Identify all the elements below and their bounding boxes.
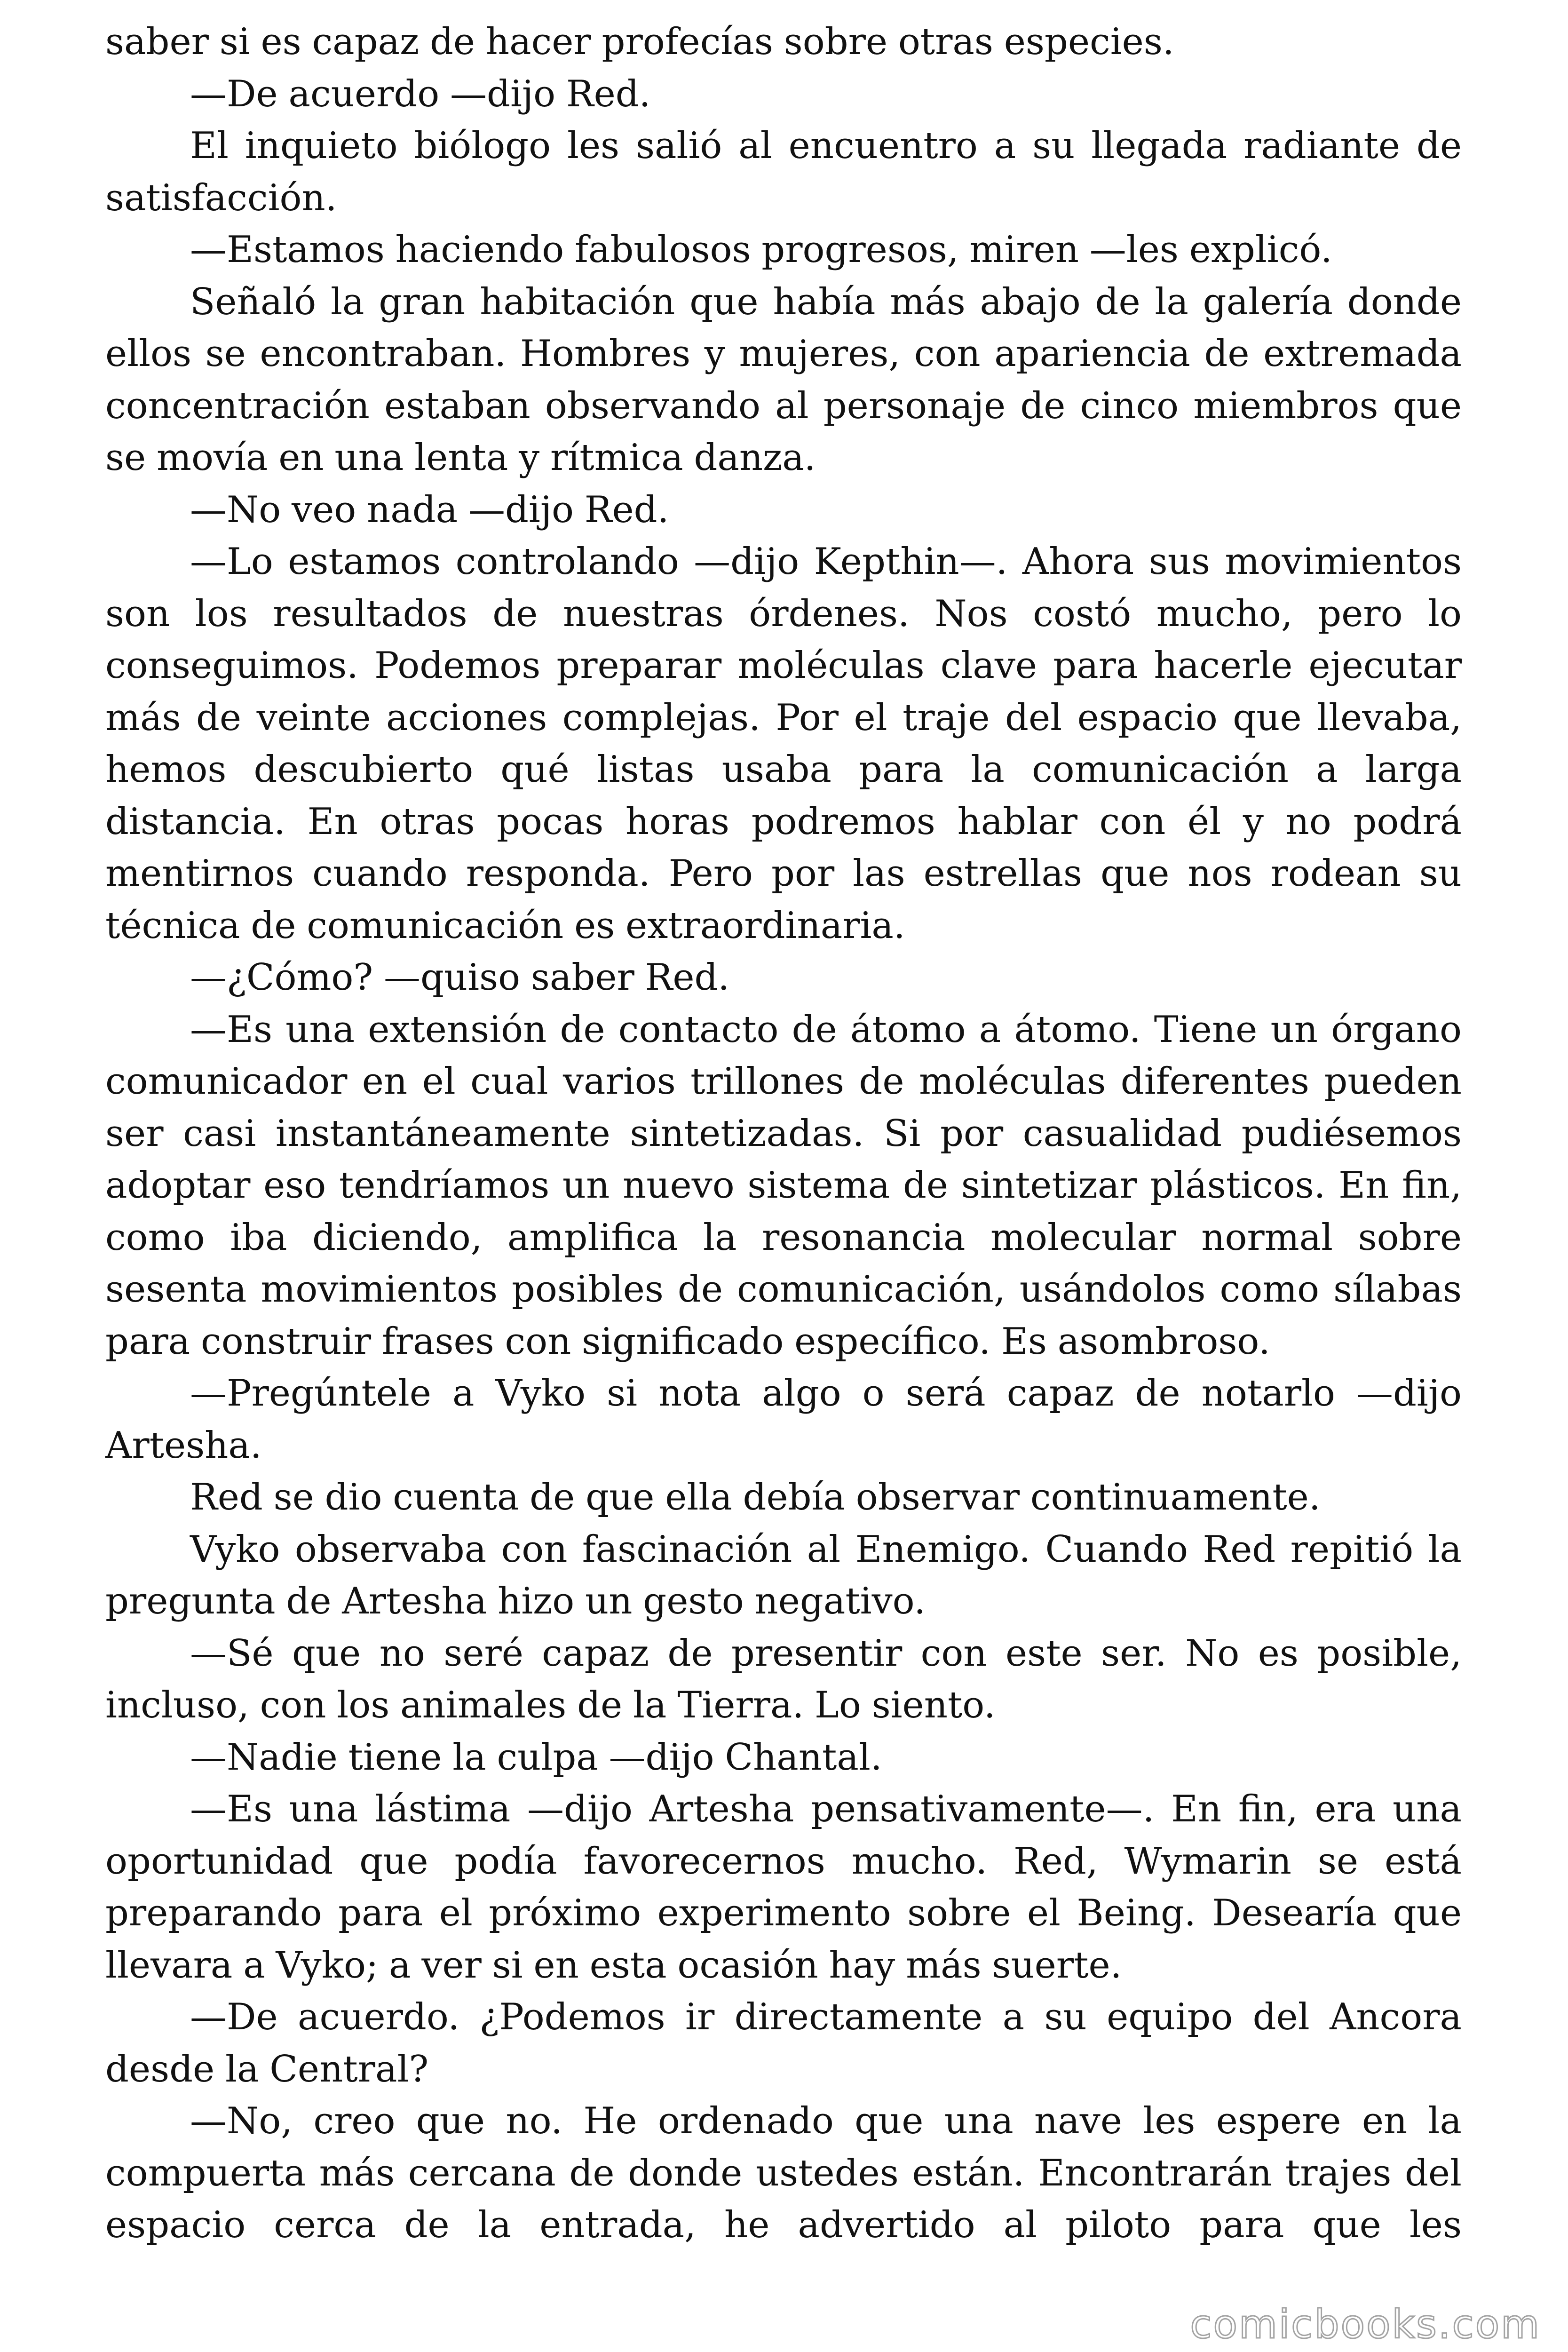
body-text bbox=[105, 16, 1462, 2251]
paragraph-11: Red se dio cuenta de que ella debía observar continuamente. bbox=[190, 1476, 1321, 1518]
paragraph-15: —Es una lástima —dijo Artesha pensativamente—. En fin, era una oportunidad que podía favorecernos mucho. Red, Wymarin se está preparando para el próximo experimento sobre el Being. Desearía que llevara a Vyko; a ver si en esta ocasión hay más suerte. bbox=[105, 1788, 1462, 1986]
paragraph-6: —No veo nada —dijo Red. bbox=[190, 488, 669, 531]
paragraph-1: saber si es capaz de hacer profecías sobre otras especies. bbox=[105, 21, 1174, 63]
paragraph-17: —No, creo que no. He ordenado que una nave les espere en la compuerta más cercana de donde ustedes están. Encontrarán trajes del espacio cerca de la entrada, he advertido al piloto para que les bbox=[105, 2100, 1462, 2246]
paragraph-12: Vyko observaba con fascinación al Enemigo. Cuando Red repitió la pregunta de Artesha hizo un gesto negativo. bbox=[105, 1528, 1462, 1622]
paragraph-4: —Estamos haciendo fabulosos progresos, miren —les explicó. bbox=[190, 229, 1332, 271]
paragraph-14: —Nadie tiene la culpa —dijo Chantal. bbox=[190, 1736, 882, 1779]
watermark-text: comicbooks.com bbox=[1190, 2301, 1541, 2347]
paragraph-16: —De acuerdo. ¿Podemos ir directamente a su equipo del Ancora desde la Central? bbox=[105, 1996, 1462, 2090]
paragraph-8: —¿Cómo? —quiso saber Red. bbox=[190, 956, 730, 999]
paragraph-9: —Es una extensión de contacto de átomo a átomo. Tiene un órgano comunicador en el cual varios trillones de moléculas diferentes pueden ser casi instantáneamente sintetizadas. Si por casualidad pudiésemos adoptar eso tendríamos un nuevo sistema de sintetizar plásticos. En fin, como iba diciendo, amplifica la resonancia molecular normal sobre sesenta movimientos posibles de comunicación, usándolos como sílabas para construir frases con significado específico. Es asombroso. bbox=[105, 1008, 1462, 1363]
paragraph-10: —Pregúntele a Vyko si nota algo o será capaz de notarlo —dijo Artesha. bbox=[105, 1372, 1462, 1467]
paragraph-13: —Sé que no seré capaz de presentir con este ser. No es posible, incluso, con los animales de la Tierra. Lo siento. bbox=[105, 1632, 1462, 1726]
paragraph-2: —De acuerdo —dijo Red. bbox=[190, 72, 651, 115]
paragraph-7: —Lo estamos controlando —dijo Kepthin—. Ahora sus movimientos son los resultados de nuestras órdenes. Nos costó mucho, pero lo conseguimos. Podemos preparar moléculas clave para hacerle ejecutar más de veinte acciones complejas. Por el traje del espacio que llevaba, hemos descubierto qué listas usaba para la comunicación a larga distancia. En otras pocas horas podremos hablar con él y no podrá mentirnos cuando responda. Pero por las estrellas que nos rodean su técnica de comunicación es extraordinaria. bbox=[105, 540, 1462, 947]
paragraph-3: El inquieto biólogo les salió al encuentro a su llegada radiante de satisfacción. bbox=[105, 125, 1462, 219]
paragraph-5: Señaló la gran habitación que había más abajo de la galería donde ellos se encontraban. Hombres y mujeres, con apariencia de extremada concentración estaban observando al personaje de cinco miembros que se movía en una lenta y rítmica danza. bbox=[105, 280, 1462, 479]
